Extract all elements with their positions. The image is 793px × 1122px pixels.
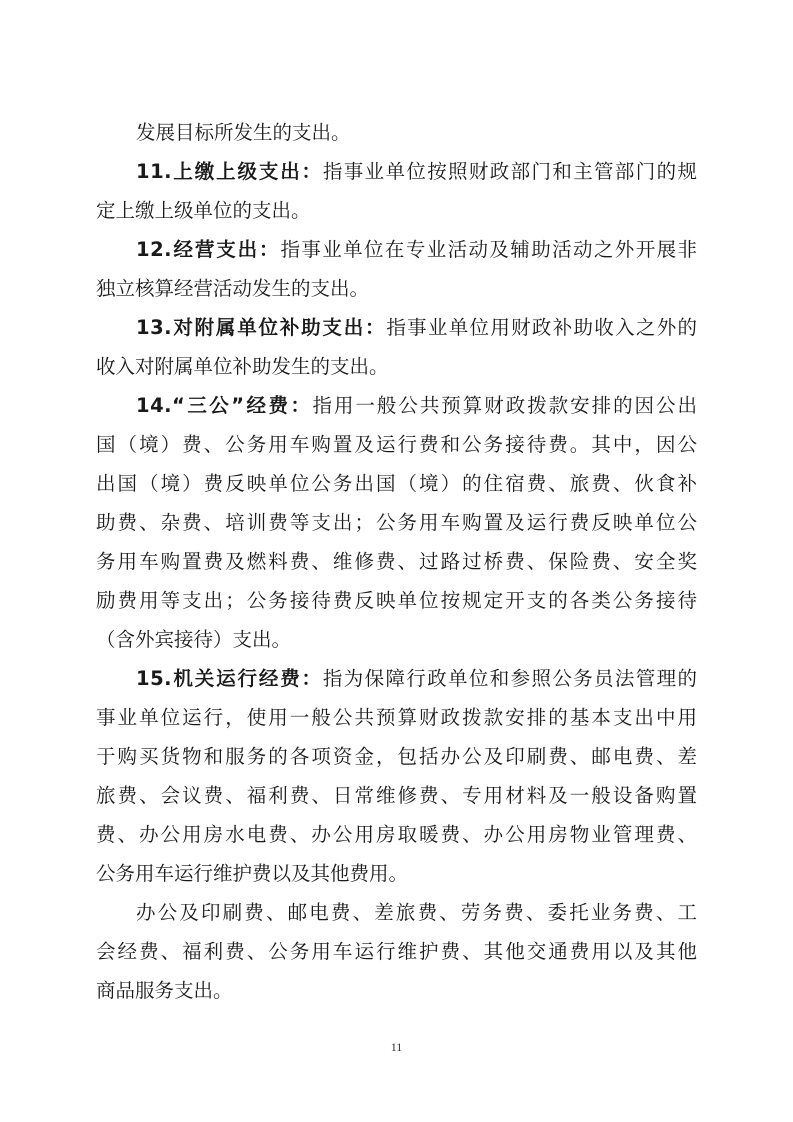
- line-text: 收入对附属单位补助发生的支出。: [96, 355, 389, 378]
- text-line: [96, 781, 697, 811]
- text-line: [96, 352, 697, 382]
- line-text: 定上缴上级单位的支出。: [96, 199, 311, 222]
- line-text: 指用一般公共预算财政拨款安排的因公出: [312, 394, 697, 417]
- text-line: [96, 586, 697, 616]
- line-text: 出国（境）费反映单位公务出国（境）的住宿费、旅费、伙食补: [96, 472, 697, 495]
- text-line: [96, 469, 697, 499]
- page-number: 11: [390, 1040, 403, 1054]
- text-line: [96, 430, 697, 460]
- text-line: [96, 703, 697, 733]
- line-text: 商品服务支出。: [96, 979, 233, 1002]
- text-line: [96, 820, 697, 850]
- line-text: 务用车购置费及燃料费、维修费、过路过桥费、保险费、安全奖: [96, 550, 697, 573]
- line-text: 办公及印刷费、邮电费、差旅费、劳务费、委托业务费、工: [136, 901, 697, 924]
- text-line: [96, 937, 697, 967]
- definition-heading-line: [96, 664, 697, 694]
- text-line: [96, 859, 697, 889]
- line-text: 指为保障行政单位和参照公务员法管理的: [322, 667, 697, 690]
- definition-term: 14.“三公”经费：: [136, 394, 313, 417]
- definition-heading-line: [96, 313, 697, 343]
- line-text: 公务用车运行维护费以及其他费用。: [96, 862, 409, 885]
- line-text: 会经费、福利费、公务用车运行维护费、其他交通费用以及其他: [96, 940, 697, 963]
- text-line: [96, 547, 697, 577]
- line-text: 指事业单位按照财政部门和主管部门的规: [322, 160, 697, 183]
- text-line: [96, 508, 697, 538]
- definition-term: 15.机关运行经费：: [136, 667, 323, 690]
- text-line: [96, 625, 697, 655]
- text-line: [96, 898, 697, 928]
- text-line: [96, 274, 697, 304]
- line-text: 费、办公用房水电费、办公用房取暖费、办公用房物业管理费、: [96, 823, 697, 846]
- text-line: [96, 118, 697, 148]
- line-text: 发展目标所发生的支出。: [136, 121, 351, 144]
- line-text: 国（境）费、公务用车购置及运行费和公务接待费。其中，因公: [96, 433, 697, 456]
- definition-term: 12.经营支出：: [136, 238, 281, 261]
- line-text: 指事业单位在专业活动及辅助活动之外开展非: [280, 238, 697, 261]
- definition-term: 13.对附属单位补助支出：: [136, 316, 387, 339]
- line-text: 励费用等支出；公务接待费反映单位按规定开支的各类公务接待: [96, 589, 697, 612]
- text-line: [96, 976, 697, 1006]
- line-text: 于购买货物和服务的各项资金，包括办公及印刷费、邮电费、差: [96, 745, 697, 768]
- definition-heading-line: [96, 391, 697, 421]
- text-line: [96, 742, 697, 772]
- line-text: 事业单位运行，使用一般公共预算财政拨款安排的基本支出中用: [96, 706, 697, 729]
- definition-heading-line: [96, 235, 697, 265]
- definition-heading-line: [96, 157, 697, 187]
- line-text: 指事业单位用财政补助收入之外的: [386, 316, 697, 339]
- line-text: 独立核算经营活动发生的支出。: [96, 277, 370, 300]
- definition-term: 11.上缴上级支出：: [136, 160, 323, 183]
- line-text: 旅费、会议费、福利费、日常维修费、专用材料及一般设备购置: [96, 784, 697, 807]
- line-text: 助费、杂费、培训费等支出；公务用车购置及运行费反映单位公: [96, 511, 697, 534]
- text-line: [96, 196, 697, 226]
- line-text: （含外宾接待）支出。: [96, 628, 292, 651]
